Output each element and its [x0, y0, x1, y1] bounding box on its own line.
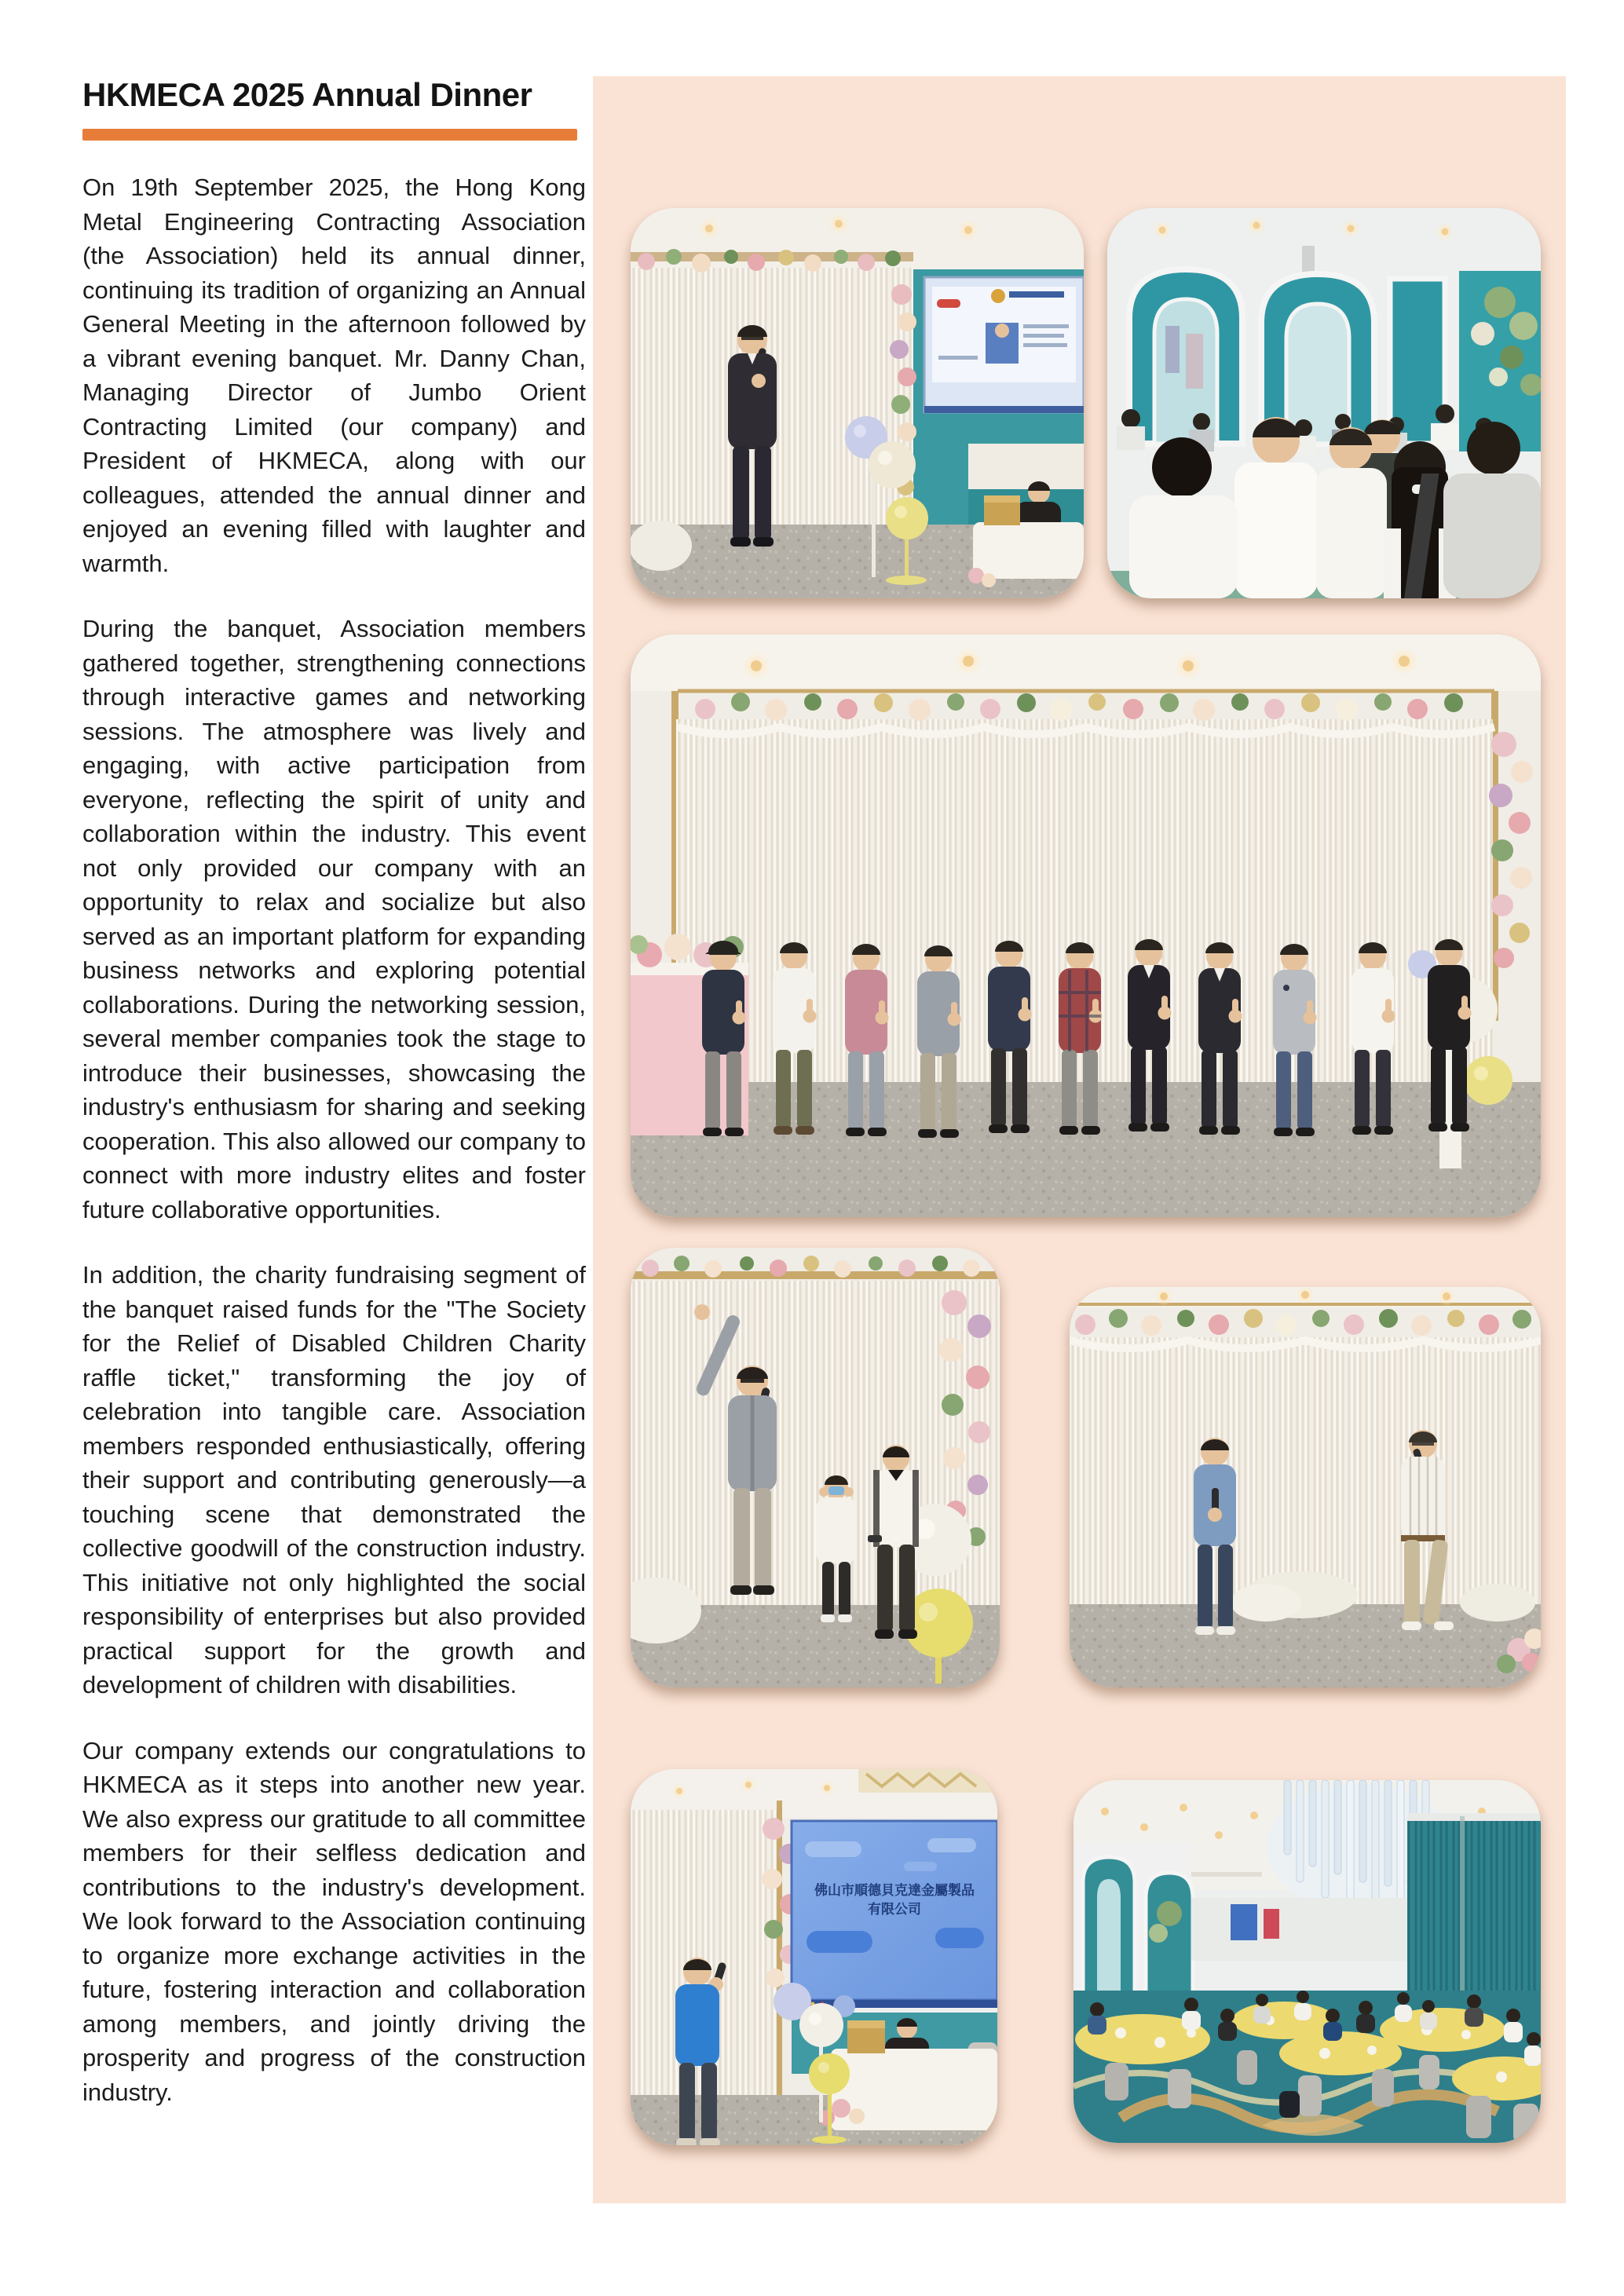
photo-member-presentation	[631, 1769, 997, 2145]
paragraph-charity: In addition, the charity fundraising segment of the banquet raised funds for the "The Society for the Relief of Disabled Children Charity raffle ticket," transforming the joy of celebration into tangible care. Association members responded enthusiastically, offering their support and contributing generously—a touching scene that demonstrated the collective goodwill of the construction industry. This initiative not only highlighted the social responsibility of enterprises but also provided practical support for the growth and development of children with disabilities.	[82, 1261, 586, 1698]
paragraph-congrats: Our company extends our congratulations to HKMECA as it steps into another new year. We also express our gratitude to all committee members for their selfless dedication and contributions to the industry's development. We look forward to the Association continuing to organize more exchange activities in the future, fostering interaction and collaboration among members, and jointly driving the prosperity and progress of the construction industry.	[82, 1736, 586, 2106]
foreground-group	[1129, 417, 1541, 598]
photo-two-speakers	[1070, 1287, 1541, 1687]
paragraph-banquet: During the banquet, Association members gathered together, strengthening connections through interactive games and networking sessions. The atmosphere was lively and engaging, with active participation from everyone, reflecting the spirit of unity and collaboration within the industry. This event not only provided our company with an opportunity to relax and socialize but also served as an important platform for expanding business networks and exploring potential collaborations. During the networking session, several member companies took the stage to introduce their businesses, showcasing the industry's enthusiasm for sharing and seeking cooperation. This also allowed our company to connect with more industry elites and foster future collaborative opportunities.	[82, 615, 586, 1223]
projection-screen	[924, 277, 1084, 413]
screen-company-name-line2: 有限公司	[868, 1902, 921, 1917]
photo-group-thumbs-up	[631, 634, 1541, 1217]
photo-gallery-panel	[593, 76, 1566, 2203]
stage-frame	[968, 444, 1084, 489]
stage-curtain	[1070, 1337, 1541, 1604]
page-title: HKMECA 2025 Annual Dinner	[82, 76, 532, 113]
photo-president-speech	[631, 208, 1084, 598]
photo-charity-children	[631, 1248, 1000, 1687]
paragraph-intro: On 19th September 2025, the Hong Kong Metal Engineering Contracting Association (the Association) held its annual dinner, continuing its tradition of organizing an Annual General Meeting in the afternoon followed by a vibrant evening banquet. Mr. Danny Chan, Managing Director of Jumbo Orient Contracting Limited (our company) and President of HKMECA, along with our colleagues, attended the annual dinner and enjoyed an evening filled with laughter and warmth.	[82, 174, 586, 577]
photo-banquet-hall	[1074, 1780, 1541, 2143]
white-chair	[631, 521, 692, 571]
projection-screen	[792, 1821, 997, 2008]
photo-networking-group	[1107, 208, 1541, 598]
title-accent-bar	[82, 129, 577, 141]
backpack	[1279, 2091, 1300, 2118]
gold-chandelier	[858, 1769, 997, 1793]
screen-company-name-line1: 佛山市順德貝克達金屬製品	[814, 1883, 975, 1898]
article-column	[82, 75, 586, 2141]
back-wall	[1191, 1898, 1407, 1961]
